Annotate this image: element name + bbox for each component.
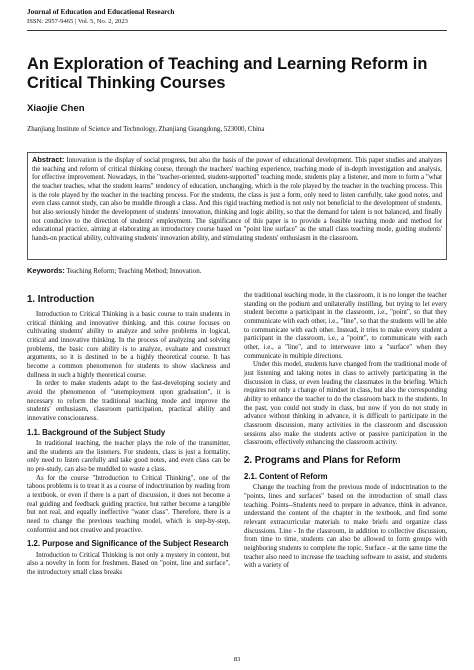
keywords-label: Keywords: xyxy=(27,266,65,275)
paragraph: Introduction to Critical Thinking is not only a mystery in content, but also a novelty in form for freshmen. Based on "point, line and surface", the introductory small class breaks xyxy=(27,551,230,577)
paragraph: Change the teaching from the previous mode of indoctrination to the "points, lines and surfaces" based on the introduction of small class teaching. Points--Students need to prepare in advance, think in advance, understand the content of the chapter in the textbook, and find some relevant extracurricular materials to make briefs and organize class discussions. Line - In the classroom, in addition to collective discussion, from time to time, students can also be allowed to form groups with neighboring students to complete the topic. Surface - at the same time the teacher also need to increase the teaching software to assist, and students with a variety of xyxy=(244,484,447,570)
keywords xyxy=(27,266,447,276)
author-affiliation: Zhanjiang Institute of Science and Technology, Zhanjiang Guangdong, 523000, China xyxy=(27,126,265,133)
paragraph: In order to make students adapt to the fast-developing society and avoid the phenomenon of "unemployment upon graduation", it is necessary to reform the traditional teaching mode and improve the students' enthusiasm, classroom participation, practical ability and innovative consciousness. xyxy=(27,380,230,422)
keywords-text: Teaching Reform; Teaching Method; Innovation. xyxy=(64,268,202,275)
page-number: 83 xyxy=(233,656,241,663)
paper-title: An Exploration of Teaching and Learning Reform in Critical Thinking Courses xyxy=(27,55,428,92)
section-heading-introduction: 1. Introduction xyxy=(27,294,95,305)
paragraph: In traditional teaching, the teacher plays the role of the transmitter, and the students are the listeners. For students, class is just a formality, only need to listen carefully and take good notes, and even class can be no pre-study, can also be muddled to waste a class. xyxy=(27,440,230,473)
right-column xyxy=(244,292,447,571)
section-heading-programs: 2. Programs and Plans for Reform xyxy=(244,454,401,466)
paragraph: As for the course "Introduction to Critical Thinking", one of the taboos problems is to treat it as a course of indoctrination by reading from a textbook, or even if there is a part of discussion, it does not become a real guiding and feedback guiding practice, but rather become a tangible but not real, and equally ineffective "water class". Therefore, there is a need to change the previous teaching model, which is step-by-step, conformist and not creative and proactive. xyxy=(27,474,230,534)
subsection-heading-background: 1.1. Background of the Subject Study xyxy=(27,427,166,437)
author-name: Xiaojie Chen xyxy=(27,103,85,114)
abstract-label: Abstract: xyxy=(32,155,65,164)
subsection-heading-content: 2.1. Content of Reform xyxy=(244,471,328,481)
issn-line: ISSN: 2957-9465 | Vol. 5, No. 2, 2023 xyxy=(27,18,128,25)
abstract-text: Innovation is the display of social progress, but also the basis of the power of educational development. This paper studies and analyzes the teaching and reform of critical thinking course, through the teachers' teaching experience, teaching mode of in-depth investigation and analysis, for effective improvement. Nowadays, in the "teacher-oriented, student-supported" teaching mode, students play a listener, and more to form a "what the teacher teaches, what the student learns" tendency of education, unchanging, which is the role played by the teacher in the teaching process. This is the role played by the teacher in the teaching process. For the students, the class is just a form, only need to listen carefully, take good notes, and even class cannot study, can also be muddle through a class. And this rigid teaching method is not only not beneficial to the development of students, but also seriously hinder the development of students' innovation, thinking and logic ability, so that the demand for talent is not balanced, and finally not conducive to the direction of students' employment. The significance of this paper is to provide a feasible teaching mode and method for educational practice, aiming at elaborating an introductory course based on "point line surface" as the small class teaching mode, guiding students' hands-on practical ability, cultivating students' innovation ability, and stimulating students' enthusiasm in the classroom. xyxy=(32,157,442,242)
paragraph: Under this model, students have changed from the traditional mode of just listening and taking notes in class to actively participating in the discussion in class, or even leading the classmates in the briefing. Which requires not only a change of mindset in class, but also the corresponding ability to enhance the teacher to do the classroom back to the students. In the past, you could not study in class, but now if you do not study in advance without thinking in advance, it is difficult to participate in the classroom discussion, many activities in the classroom and discussion sessions also make the students active or passive participation in the classroom, effectively enhancing the classroom activity. xyxy=(244,361,447,447)
subsection-heading-purpose: 1.2. Purpose and Significance of the Subject Research xyxy=(27,539,229,549)
abstract-box xyxy=(27,152,447,260)
paragraph: the traditional teaching mode, in the classroom, it is no longer the teacher standing on the podium and unilaterally instilling, but trying to let every student become a participant in the classroom, i.e., "point", so that they communicate with each other, i.e., "line", so that the students will be able to communicate with each other. Instead, it tries to make every student a participant in the classroom, i.e., a "point", to communicate with each other, i.e., a "line", and to interweave into a "surface" when they communicate in multiple directions. xyxy=(244,292,447,360)
header-rule xyxy=(27,30,447,31)
journal-name: Journal of Education and Educational Research xyxy=(27,8,175,16)
paragraph: Introduction to Critical Thinking is a basic course to train students in critical thinking and innovative thinking, and this course focuses on cultivating students' ability to analyze and solve problems in logical, critical and innovative thinking. In the process of analyzing and solving problems, the basic core ability is to analyze, evaluate and construct arguments, so it is destined to be a highly theoretical course. It has become a common phenomenon for students to show slackness and dullness in such a highly theoretical course. xyxy=(27,311,230,379)
left-column xyxy=(27,292,230,578)
